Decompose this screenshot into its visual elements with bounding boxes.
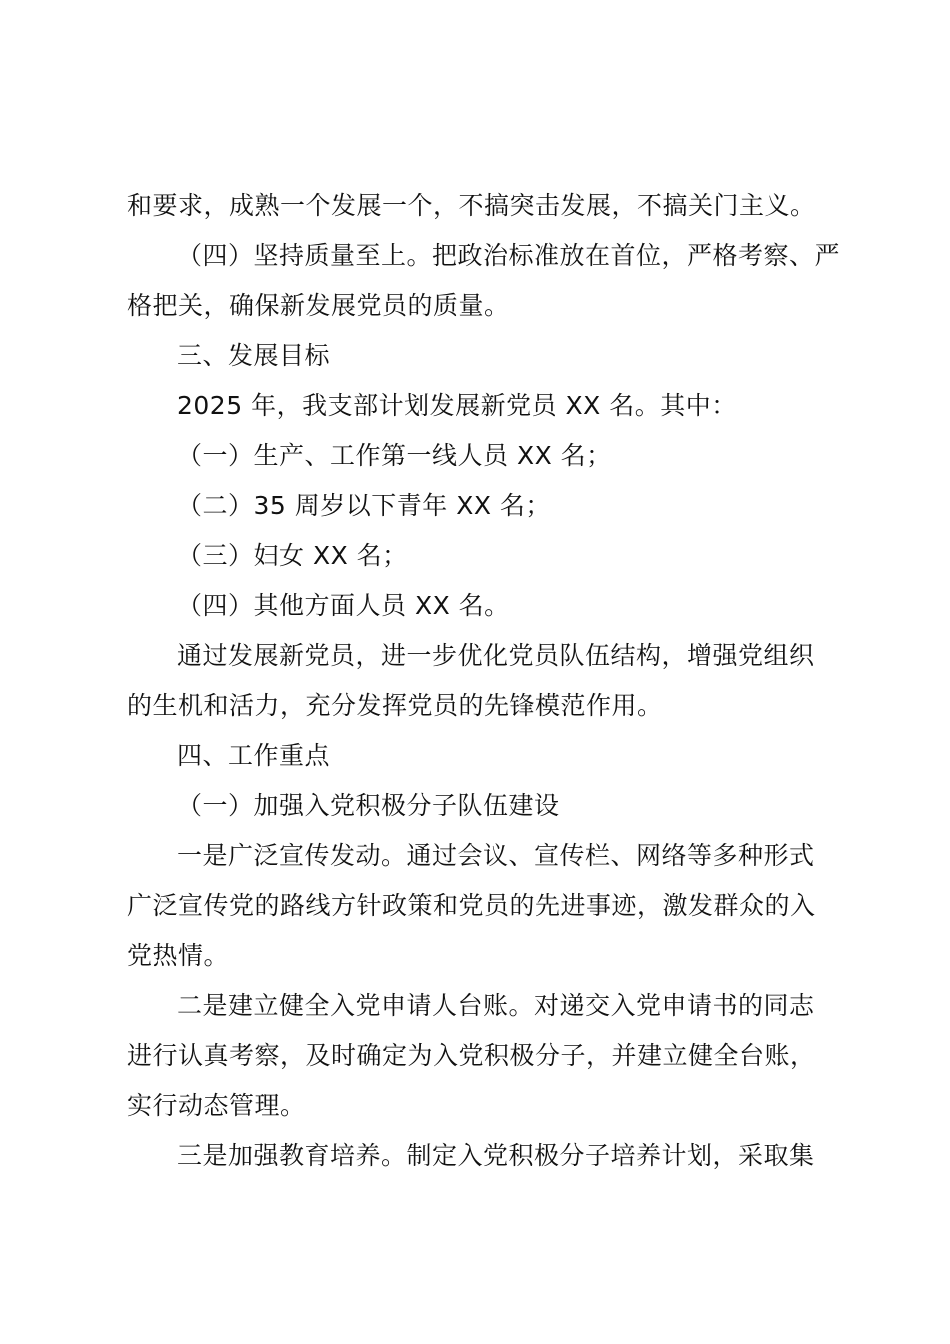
text-line: 一是广泛宣传发动。通过会议、宣传栏、网络等多种形式 [177,841,815,870]
section-heading: 三、发展目标 [177,341,331,370]
text-line: 通过发展新党员，进一步优化党员队伍结构，增强党组织 [177,641,815,670]
text-line: 二是建立健全入党申请人台账。对递交入党申请书的同志 [177,991,815,1020]
section-heading: 四、工作重点 [177,741,331,770]
text-line: 2025 年，我支部计划发展新党员 XX 名。其中： [177,391,737,420]
text-line: （四）坚持质量至上。把政治标准放在首位，严格考察、严 [177,241,841,270]
subsection-heading: （一）加强入党积极分子队伍建设 [177,791,560,820]
text-line: 三是加强教育培养。制定入党积极分子培养计划，采取集 [177,1141,815,1170]
list-item: （四）其他方面人员 XX 名。 [177,591,510,620]
text-line: 进行认真考察，及时确定为入党积极分子，并建立健全台账， [127,1041,816,1070]
text-line: 广泛宣传党的路线方针政策和党员的先进事迹，激发群众的入 [127,891,816,920]
text-line: 实行动态管理。 [127,1091,306,1120]
list-item: （一）生产、工作第一线人员 XX 名； [177,441,612,470]
text-line: 党热情。 [127,941,230,970]
list-item: （三）妇女 XX 名； [177,541,408,570]
text-line: 和要求，成熟一个发展一个，不搞突击发展，不搞关门主义。 [127,191,816,220]
text-line: 格把关，确保新发展党员的质量。 [127,291,510,320]
list-item: （二）35 周岁以下青年 XX 名； [177,491,551,520]
text-line: 的生机和活力，充分发挥党员的先锋模范作用。 [127,691,663,720]
